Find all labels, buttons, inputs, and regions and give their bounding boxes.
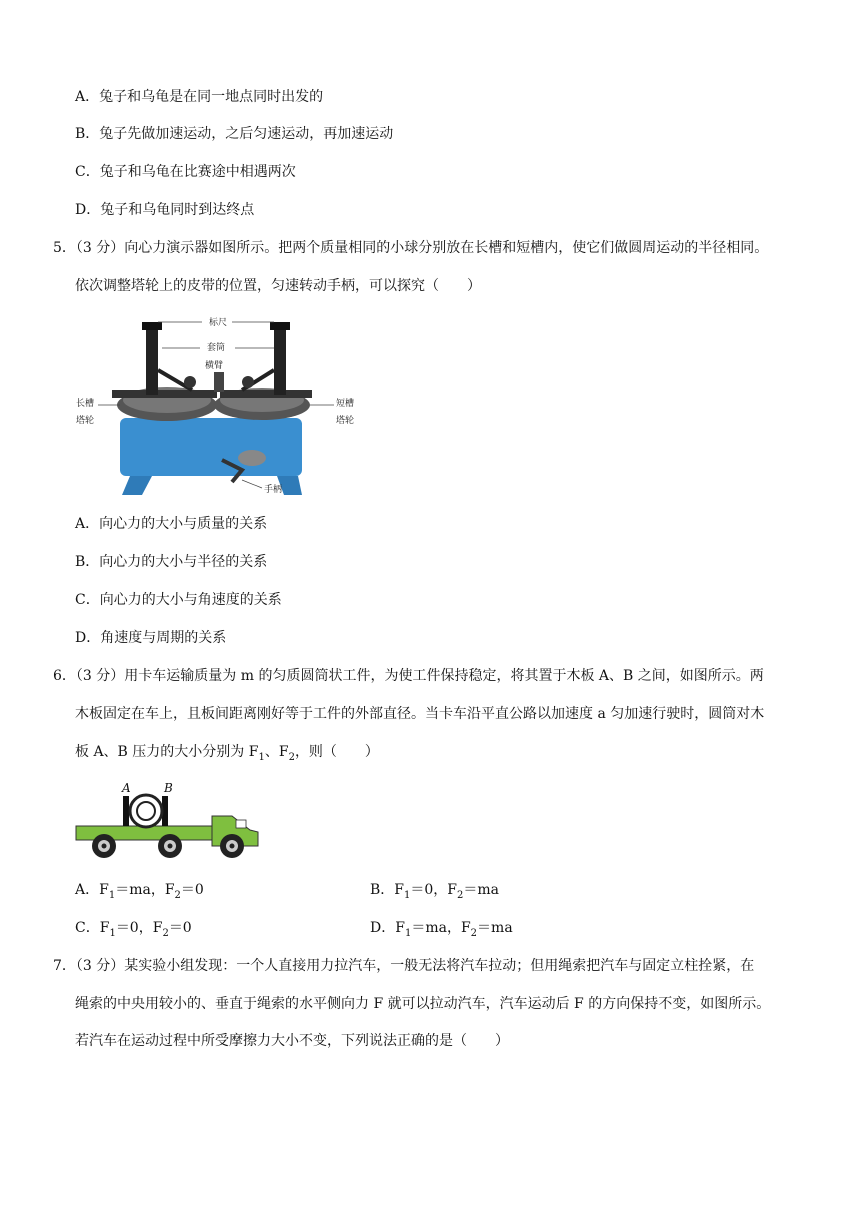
right-scale-column [274,325,286,395]
label-taotong: 套筒 [207,343,226,353]
q4-option-c[interactable]: C．兔子和乌龟在比赛途中相遇两次 [75,164,296,180]
q4-option-a[interactable]: A．兔子和乌龟是在同一地点同时出发的 [75,89,324,105]
q4-option-d[interactable]: D．兔子和乌龟同时到达终点 [75,202,255,218]
q7-stem-line-3: 若汽车在运动过程中所受摩擦力大小不变，下列说法正确的是（ ） [75,1033,509,1049]
label-hengbi: 横臂 [205,361,224,371]
label-biaochi: 标尺 [209,318,228,328]
label-shoubing: 手柄 [264,485,283,495]
truck-figure [74,778,264,862]
q5-option-b[interactable]: B．向心力的大小与半径的关系 [75,554,268,570]
q7-stem-line-2: 绳索的中央用较小的、垂直于绳索的水平侧向力 F 就可以拉动汽车，汽车运动后 F 的方向保持不变，如图所示。 [75,996,771,1012]
label-talun-right: 塔轮 [336,416,355,426]
truck-window [236,820,246,828]
left-scale-column [146,325,158,395]
q7-stem-line-1: 7．（3 分）某实验小组发现：一个人直接用力拉汽车，一般无法将汽车拉动；但用绳索把汽车与固定立柱拴紧，在 [53,958,755,974]
ball-right [242,376,254,388]
label-talun-left: 塔轮 [76,416,95,426]
q5-stem-line-2: 依次调整塔轮上的皮带的位置，匀速转动手柄，可以探究（ ） [75,278,481,294]
q6-stem-line-3: 板 A、B 压力的大小分别为 $F_1$、$F_2$，则（ ） [75,744,379,763]
q6-option-c[interactable]: C．$F_1=0$，$F_2=0$ [75,920,192,939]
label-duancao: 短槽 [336,399,355,409]
board-a [123,796,129,826]
centripetal-force-apparatus-figure [72,310,362,500]
wheel-3 [220,834,244,858]
q5-stem-line-1: 5．（3 分）向心力演示器如图所示。把两个质量相同的小球分别放在长槽和短槽内，使它们做圆周运动的半径相同。 [53,240,769,256]
q5-option-a[interactable]: A．向心力的大小与质量的关系 [75,516,268,532]
q5-option-d[interactable]: D．角速度与周期的关系 [75,630,227,646]
q5-option-c[interactable]: C．向心力的大小与角速度的关系 [75,592,282,608]
q6-stem-line-1: 6．（3 分）用卡车运输质量为 m 的匀质圆筒状工件，为使工件保持稳定，将其置于木板 A、B 之间，如图所示。两 [53,668,764,684]
q6-option-b[interactable]: B．$F_1=0$，$F_2=ma$ [370,882,500,901]
short-slot [220,390,312,398]
q6-option-a[interactable]: A．$F_1=ma$，$F_2=0$ [75,882,204,901]
wheel-1 [92,834,116,858]
q6-stem-line-2: 木板固定在车上，且板间距离刚好等于工件的外部直径。当卡车沿平直公路以加速度 a 匀加速行驶时，圆筒对木 [75,706,765,722]
long-slot [112,390,217,398]
ball-left [184,376,196,388]
wheel-2 [158,834,182,858]
q6-option-d[interactable]: D．$F_1=ma$，$F_2=ma$ [370,920,513,939]
machine-leg-left [122,476,152,495]
label-changcao: 长槽 [76,399,95,409]
machine-body [120,418,302,476]
label-board-a: A [122,781,131,795]
q4-option-b[interactable]: B．兔子先做加速运动，之后匀速运动，再加速运动 [75,126,394,142]
label-board-b: B [164,781,173,795]
